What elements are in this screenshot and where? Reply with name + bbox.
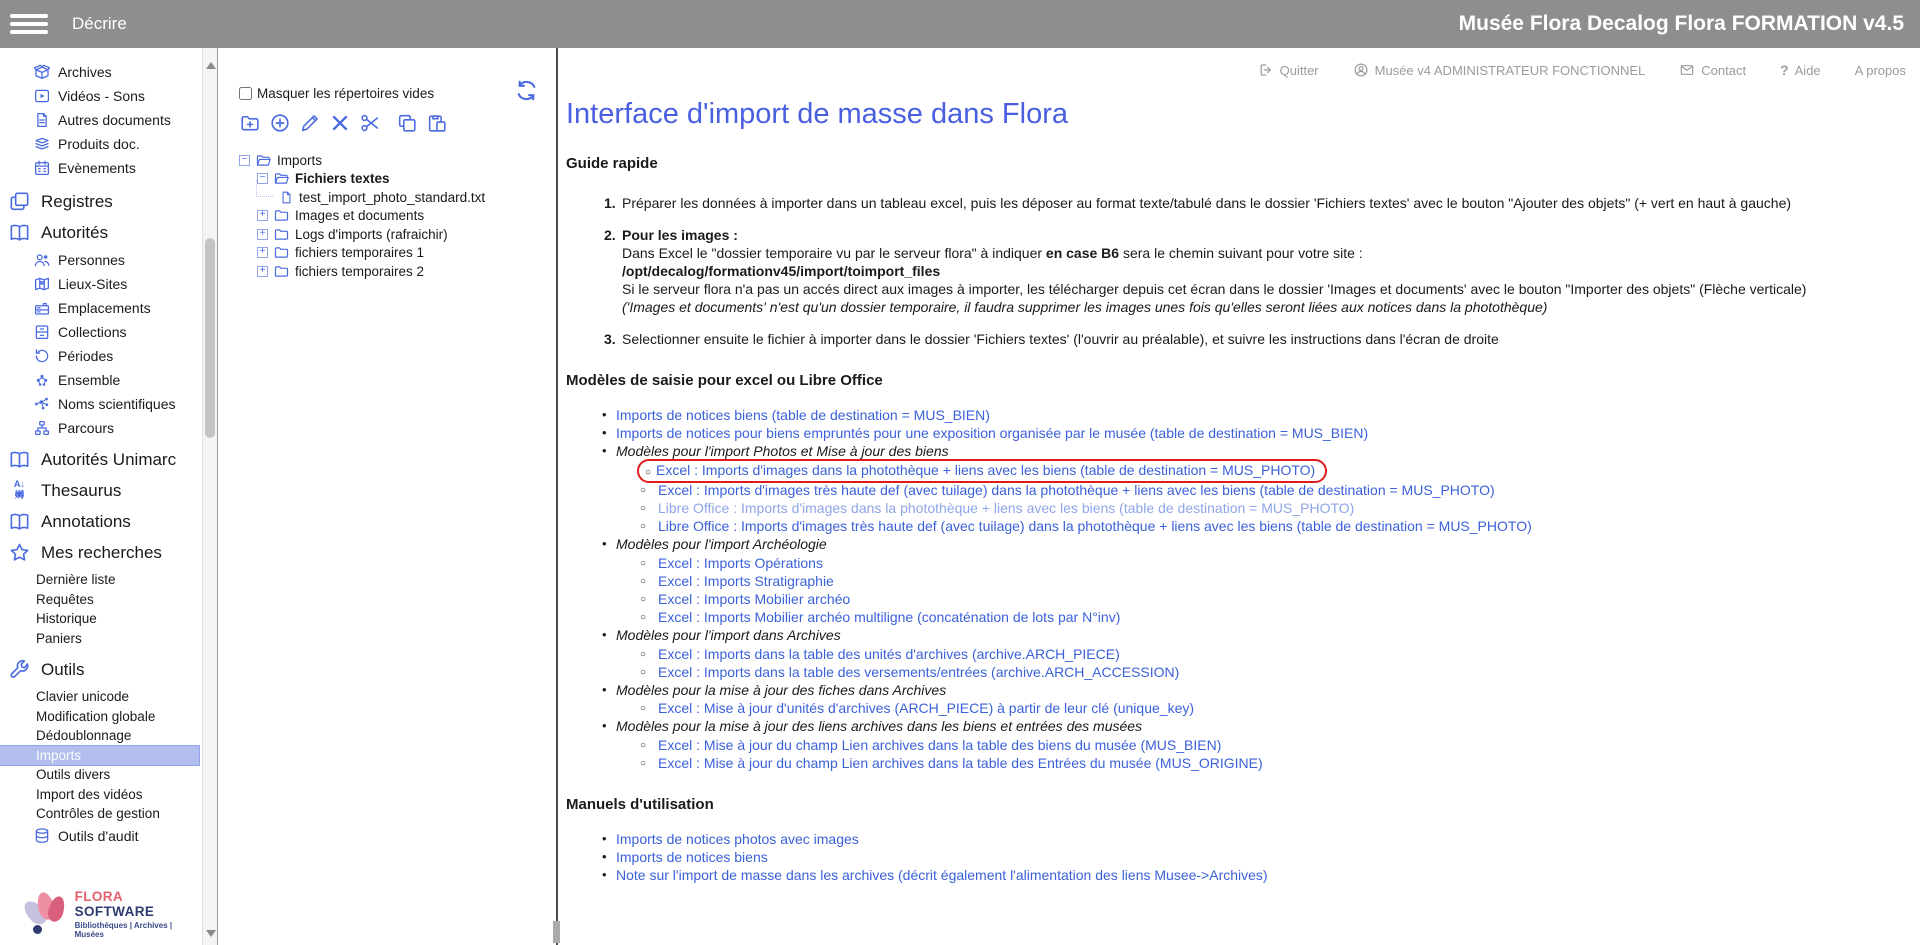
hierarchy-icon [33, 419, 51, 437]
explorer-toolbar [239, 112, 553, 134]
hamburger-menu-icon[interactable] [10, 10, 48, 38]
red-annotation-circle [637, 459, 1327, 483]
link-excel-imports-unites-archives[interactable]: Excel : Imports dans la table des unités d'archives (archive.ARCH_PIECE) [658, 645, 1120, 662]
models-list [566, 406, 1920, 772]
flora-software-logo [26, 889, 202, 939]
link-excel-imports-stratigraphie[interactable]: Excel : Imports Stratigraphie [658, 572, 834, 589]
mail-icon [1679, 62, 1695, 78]
step-note: ('Images et documents' n'est qu'un dossier temporaire, il faudra supprimer les images unes fois qu'elles seront liées aux notices dans la photothèque) [622, 299, 1548, 315]
sidebar-item-label: Evènements [58, 160, 136, 176]
sidebar-item-label: Parcours [58, 420, 115, 436]
scroll-up-icon[interactable] [206, 62, 216, 69]
sidebar-item-imports[interactable] [0, 746, 199, 766]
guide-step-3 [604, 330, 1859, 348]
manuals-heading: Manuels d'utilisation [566, 796, 714, 814]
link-excel-maj-lien-entrees[interactable]: Excel : Mise à jour du champ Lien archives dans la table des Entrées du musée (MUS_ORIGINE) [658, 754, 1263, 771]
sidebar-item-label: Vidéos - Sons [58, 88, 145, 104]
sidebar-item-label: Thesaurus [41, 480, 122, 500]
sidebar-item-derniere-liste[interactable] [0, 570, 202, 590]
calendar-icon [33, 159, 51, 177]
sidebar-item-label: Outils divers [36, 767, 111, 782]
contact-label: Contact [1701, 62, 1747, 78]
sidebar-item-label: Outils d'audit [58, 827, 139, 844]
sidebar-item-autorites[interactable] [0, 217, 202, 248]
sidebar-item-registres[interactable] [0, 186, 202, 217]
hide-empty-folders-label: Masquer les répertoires vides [257, 86, 435, 101]
logo-text-software: SOFTWARE [74, 904, 155, 919]
sidebar-item-paniers[interactable] [0, 629, 202, 649]
app-title: Musée Flora Decalog Flora FORMATION v4.5 [1458, 12, 1904, 35]
step-text: Préparer les données à importer dans un tableau excel, puis les déposer au format texte/tabulé dans le dossier 'Fichiers textes' avec le bouton "Ajouter des objets" (+ vert en haut à gauche) [622, 195, 1792, 211]
tree-node-label: fichiers temporaires 2 [295, 263, 425, 279]
folder-open-icon [273, 170, 290, 187]
scrollbar-thumb[interactable] [205, 238, 215, 438]
link-libreoffice-imports-images[interactable]: Libre Office : Imports d'images dans la photothèque + liens avec les biens (table de destination = MUS_PHOTO) [658, 500, 1355, 517]
link-manual-imports-biens[interactable]: Imports de notices biens [616, 849, 768, 866]
folder-closed-icon [273, 263, 290, 280]
about-link[interactable] [1855, 63, 1906, 78]
folder-closed-icon [273, 226, 290, 243]
help-icon: ? [1780, 62, 1789, 78]
sidebar-item-label: Registres [41, 191, 113, 211]
link-excel-imports-images-phototheque[interactable]: Excel : Imports d'images dans la photothèque + liens avec les biens (table de destination = MUS_PHOTO) [656, 461, 1316, 478]
link-excel-imports-mobilier-multiligne[interactable]: Excel : Imports Mobilier archéo multiligne (concaténation de lots par N°inv) [658, 609, 1121, 626]
quit-link[interactable] [1258, 62, 1319, 78]
sidebar-item-thesaurus[interactable] [0, 475, 202, 506]
paper-stack-icon [33, 135, 51, 153]
copy-icon[interactable] [396, 112, 418, 134]
flora-flower-icon [26, 892, 67, 936]
hide-empty-folders-checkbox[interactable] [239, 87, 252, 100]
page-title: Interface d'import de masse dans Flora [566, 98, 1068, 130]
sidebar-item-label: Personnes [58, 252, 125, 268]
step-title: Pour les images : [622, 227, 738, 243]
module-label: Décrire [72, 14, 127, 33]
group-label-maj-fiches: Modèles pour la mise à jour des fiches dans Archives [616, 682, 947, 699]
link-excel-imports-versements[interactable]: Excel : Imports dans la table des versements/entrées (archive.ARCH_ACCESSION) [658, 663, 1180, 680]
wrench-icon [8, 658, 31, 681]
document-icon [33, 111, 51, 129]
divider-scroll-thumb[interactable] [553, 921, 560, 943]
folder-closed-icon [273, 207, 290, 224]
user-icon [1353, 62, 1369, 78]
registers-icon [8, 190, 31, 213]
top-bar [0, 0, 1920, 48]
step-number: 1. [604, 195, 616, 211]
link-excel-imports-operations[interactable]: Excel : Imports Opérations [658, 554, 823, 571]
link-manual-note-import-archives[interactable]: Note sur l'import de masse dans les archives (décrit également l'alimentation des liens Musee->Archives) [616, 867, 1268, 884]
group-label-archeologie: Modèles pour l'import Archéologie [616, 536, 827, 553]
about-label: A propos [1854, 62, 1906, 78]
sidebar-item-label: Produits doc. [58, 136, 140, 152]
sidebar-item-label: Lieux-Sites [58, 276, 128, 292]
tree-node-fichiers-temporaires-1[interactable] [257, 244, 553, 263]
sidebar-item-ensemble[interactable] [0, 368, 202, 392]
link-libreoffice-imports-images-hd[interactable]: Libre Office : Imports d'images très haute def (avec tuilage) dans la photothèque + liens avec les biens (table de destination = MUS_PHOTO) [658, 518, 1532, 535]
az-sort-icon [8, 479, 31, 502]
logo-subtitle: Bibliothèques | Archives | Musées [74, 921, 173, 939]
sidebar-item-historique[interactable] [0, 609, 202, 629]
user-bar [566, 62, 1906, 78]
people-icon [33, 251, 51, 269]
sidebar-item-collections[interactable] [0, 320, 202, 344]
sidebar-item-archives[interactable] [0, 60, 202, 84]
shelf-icon [33, 299, 51, 317]
link-manual-imports-photos[interactable]: Imports de notices photos avec images [616, 831, 859, 848]
tree-node-label: fichiers temporaires 1 [295, 245, 425, 261]
sidebar-item-mes-recherches[interactable] [0, 537, 202, 568]
link-excel-imports-images-hd[interactable]: Excel : Imports d'images très haute def (avec tuilage) dans la photothèque + liens avec les biens (table de destination = MUS_PHOTO) [658, 481, 1495, 498]
sidebar-item-annotations[interactable] [0, 506, 202, 537]
tree-node-label: Fichiers textes [295, 171, 390, 187]
sidebar-item-label: Dernière liste [36, 572, 116, 587]
logo-text-flora: FLORA [74, 889, 123, 904]
expand-icon[interactable] [257, 210, 268, 221]
link-excel-maj-unites-archives[interactable]: Excel : Mise à jour d'unités d'archives (ARCH_PIECE) à partir de leur clé (unique_key) [658, 700, 1195, 717]
tree-node-test-file[interactable] [279, 188, 553, 207]
sidebar-item-outils-divers[interactable] [0, 765, 202, 785]
paste-icon[interactable] [426, 112, 448, 134]
account-link[interactable] [1353, 62, 1646, 78]
contact-link[interactable] [1679, 62, 1746, 78]
sidebar-scrollbar[interactable] [202, 48, 217, 945]
tree-node-imports[interactable] [239, 151, 553, 170]
sidebar-item-label: Clavier unicode [36, 689, 130, 704]
main-content [560, 48, 1920, 945]
group-label-photos: Modèles pour l'import Photos et Mise à jour des biens [616, 443, 949, 460]
sidebar-item-label: Périodes [58, 348, 114, 364]
video-file-icon [33, 87, 51, 105]
add-object-icon[interactable] [269, 112, 291, 134]
sidebar-item-label: Annotations [41, 511, 131, 531]
tree-node-label: Logs d'imports (rafraichir) [295, 226, 448, 242]
guide-heading: Guide rapide [566, 155, 658, 172]
step-number: 2. [604, 227, 616, 243]
logout-icon [1258, 62, 1274, 78]
account-label: Musée v4 ADMINISTRATEUR FONCTIONNEL [1374, 62, 1646, 78]
sidebar-item-label: Historique [36, 611, 97, 626]
help-link[interactable] [1780, 62, 1821, 78]
scroll-down-icon[interactable] [206, 930, 216, 937]
sidebar-item-label: Collections [58, 324, 127, 340]
drawers-icon [33, 323, 51, 341]
sidebar-item-evenements[interactable] [0, 156, 202, 180]
link-imports-biens-empruntes[interactable]: Imports de notices pour biens empruntés pour une exposition organisée par le musée (table de destination = MUS_BIEN) [616, 425, 1369, 442]
cut-scissors-icon[interactable] [359, 112, 381, 134]
link-excel-imports-mobilier-archeo[interactable]: Excel : Imports Mobilier archéo [658, 591, 851, 608]
tree-node-label: Imports [277, 152, 323, 168]
expand-icon[interactable] [257, 266, 268, 277]
step-line: Dans Excel le "dossier temporaire vu par le serveur flora" à indiquer en case B6 sera le chemin suivant pour votre site : [622, 245, 1363, 261]
link-excel-maj-lien-biens[interactable]: Excel : Mise à jour du champ Lien archives dans la table des biens du musée (MUS_BIEN) [658, 736, 1222, 753]
database-icon [33, 827, 51, 845]
tree-node-label: test_import_photo_standard.txt [299, 189, 486, 205]
models-heading: Modèles de saisie pour excel ou Libre Office [566, 372, 883, 389]
sidebar-item-parcours[interactable] [0, 416, 202, 440]
guide-step-1 [604, 194, 1859, 212]
file-icon [279, 190, 294, 205]
sidebar-item-label: Autorités Unimarc [41, 449, 177, 469]
sidebar-item-label: Noms scientifiques [58, 396, 176, 412]
map-icon [33, 275, 51, 293]
group-label-maj-liens: Modèles pour la mise à jour des liens archives dans les biens et entrées des musées [616, 718, 1143, 735]
sidebar-item-label: Imports [36, 747, 82, 763]
link-imports-notices-biens[interactable]: Imports de notices biens (table de destination = MUS_BIEN) [616, 407, 990, 423]
collapse-icon[interactable] [239, 155, 250, 166]
sidebar-item-label: Import des vidéos [36, 786, 143, 802]
sidebar-item-label: Paniers [36, 630, 82, 646]
sidebar-item-requetes[interactable] [0, 590, 202, 610]
sidebar-item-label: Modification globale [36, 708, 156, 724]
panel-divider[interactable] [553, 48, 560, 945]
sidebar-item-controles-de-gestion[interactable] [0, 804, 202, 824]
refresh-icon[interactable] [514, 78, 539, 103]
sidebar-item-clavier-unicode[interactable] [0, 687, 202, 707]
open-book-icon [8, 510, 31, 533]
group-label-archives: Modèles pour l'import dans Archives [616, 627, 841, 644]
sidebar-item-autorites-unimarc[interactable] [0, 444, 202, 475]
tree-node-label: Images et documents [295, 208, 425, 224]
step-text: Selectionner ensuite le fichier à importer dans le dossier 'Fichiers textes' (l'ouvrir au préalable), et suivre les instructions dans l'écran de droite [622, 331, 1499, 347]
sidebar-item-label: Emplacements [58, 300, 151, 316]
folder-closed-icon [273, 244, 290, 261]
sidebar-item-personnes[interactable] [0, 248, 202, 272]
sidebar-item-dedoublonnage[interactable] [0, 726, 202, 746]
tree-node-fichiers-textes[interactable] [257, 170, 553, 189]
edit-pencil-icon[interactable] [299, 112, 321, 134]
step-number: 3. [604, 331, 616, 347]
sidebar-item-autres-documents[interactable] [0, 108, 202, 132]
server-path: /opt/decalog/formationv45/import/toimport_files [622, 263, 941, 279]
import-explorer-panel [217, 48, 553, 945]
sidebar-item-modification-globale[interactable] [0, 707, 202, 727]
quick-guide-steps [604, 194, 1859, 348]
guide-step-2 [604, 226, 1859, 316]
sidebar-item-label: Contrôles de gestion [36, 806, 160, 821]
sidebar-item-outils-audit[interactable] [0, 824, 202, 848]
sidebar-item-outils[interactable] [0, 654, 202, 685]
step-line: Si le serveur flora n'a pas un accés direct aux images à importer, les télécharger depuis cet écran dans le dossier 'Images et documents' avec le bouton "Importer des objets" (Flèche verticale) [622, 281, 1807, 297]
sidebar-item-label: Autorités [41, 222, 109, 242]
add-folder-icon[interactable] [239, 112, 261, 134]
star-icon [8, 541, 31, 564]
sidebar-item-label: Archives [58, 64, 112, 80]
sidebar-item-emplacements[interactable] [0, 296, 202, 320]
expand-icon[interactable] [257, 247, 268, 258]
expand-icon[interactable] [257, 229, 268, 240]
sidebar-item-label: Outils [41, 659, 85, 679]
sidebar-item-label: Autres documents [58, 112, 171, 128]
archive-box-icon [33, 63, 51, 81]
sidebar-item-lieux-sites[interactable] [0, 272, 202, 296]
folder-tree [239, 151, 553, 281]
manuals-list [566, 830, 1920, 885]
folder-open-icon [255, 152, 272, 169]
molecule-icon [33, 395, 51, 413]
delete-icon[interactable] [329, 112, 351, 134]
tree-node-images-et-documents[interactable] [257, 207, 553, 226]
sidebar-item-import-des-videos[interactable] [0, 785, 202, 805]
list-item-highlighted [640, 461, 1920, 481]
help-label: Aide [1794, 62, 1821, 78]
tree-node-fichiers-temporaires-2[interactable] [257, 262, 553, 281]
sidebar-item-label: Dédoublonnage [36, 728, 132, 743]
tree-node-logs-imports[interactable] [257, 225, 553, 244]
sidebar-item-videos-sons[interactable] [0, 84, 202, 108]
open-book-icon [8, 221, 31, 244]
sidebar-item-periodes[interactable] [0, 344, 202, 368]
sidebar-item-label: Mes recherches [41, 542, 162, 562]
quit-label: Quitter [1279, 62, 1319, 78]
sidebar-item-label: Requêtes [36, 591, 94, 607]
sidebar-item-produits-doc[interactable] [0, 132, 202, 156]
history-clock-icon [33, 347, 51, 365]
cluster-icon [33, 371, 51, 389]
open-book-icon [8, 448, 31, 471]
sidebar-item-noms-scientifiques[interactable] [0, 392, 202, 416]
sidebar-item-label: Ensemble [58, 372, 121, 388]
sidebar [0, 48, 202, 945]
